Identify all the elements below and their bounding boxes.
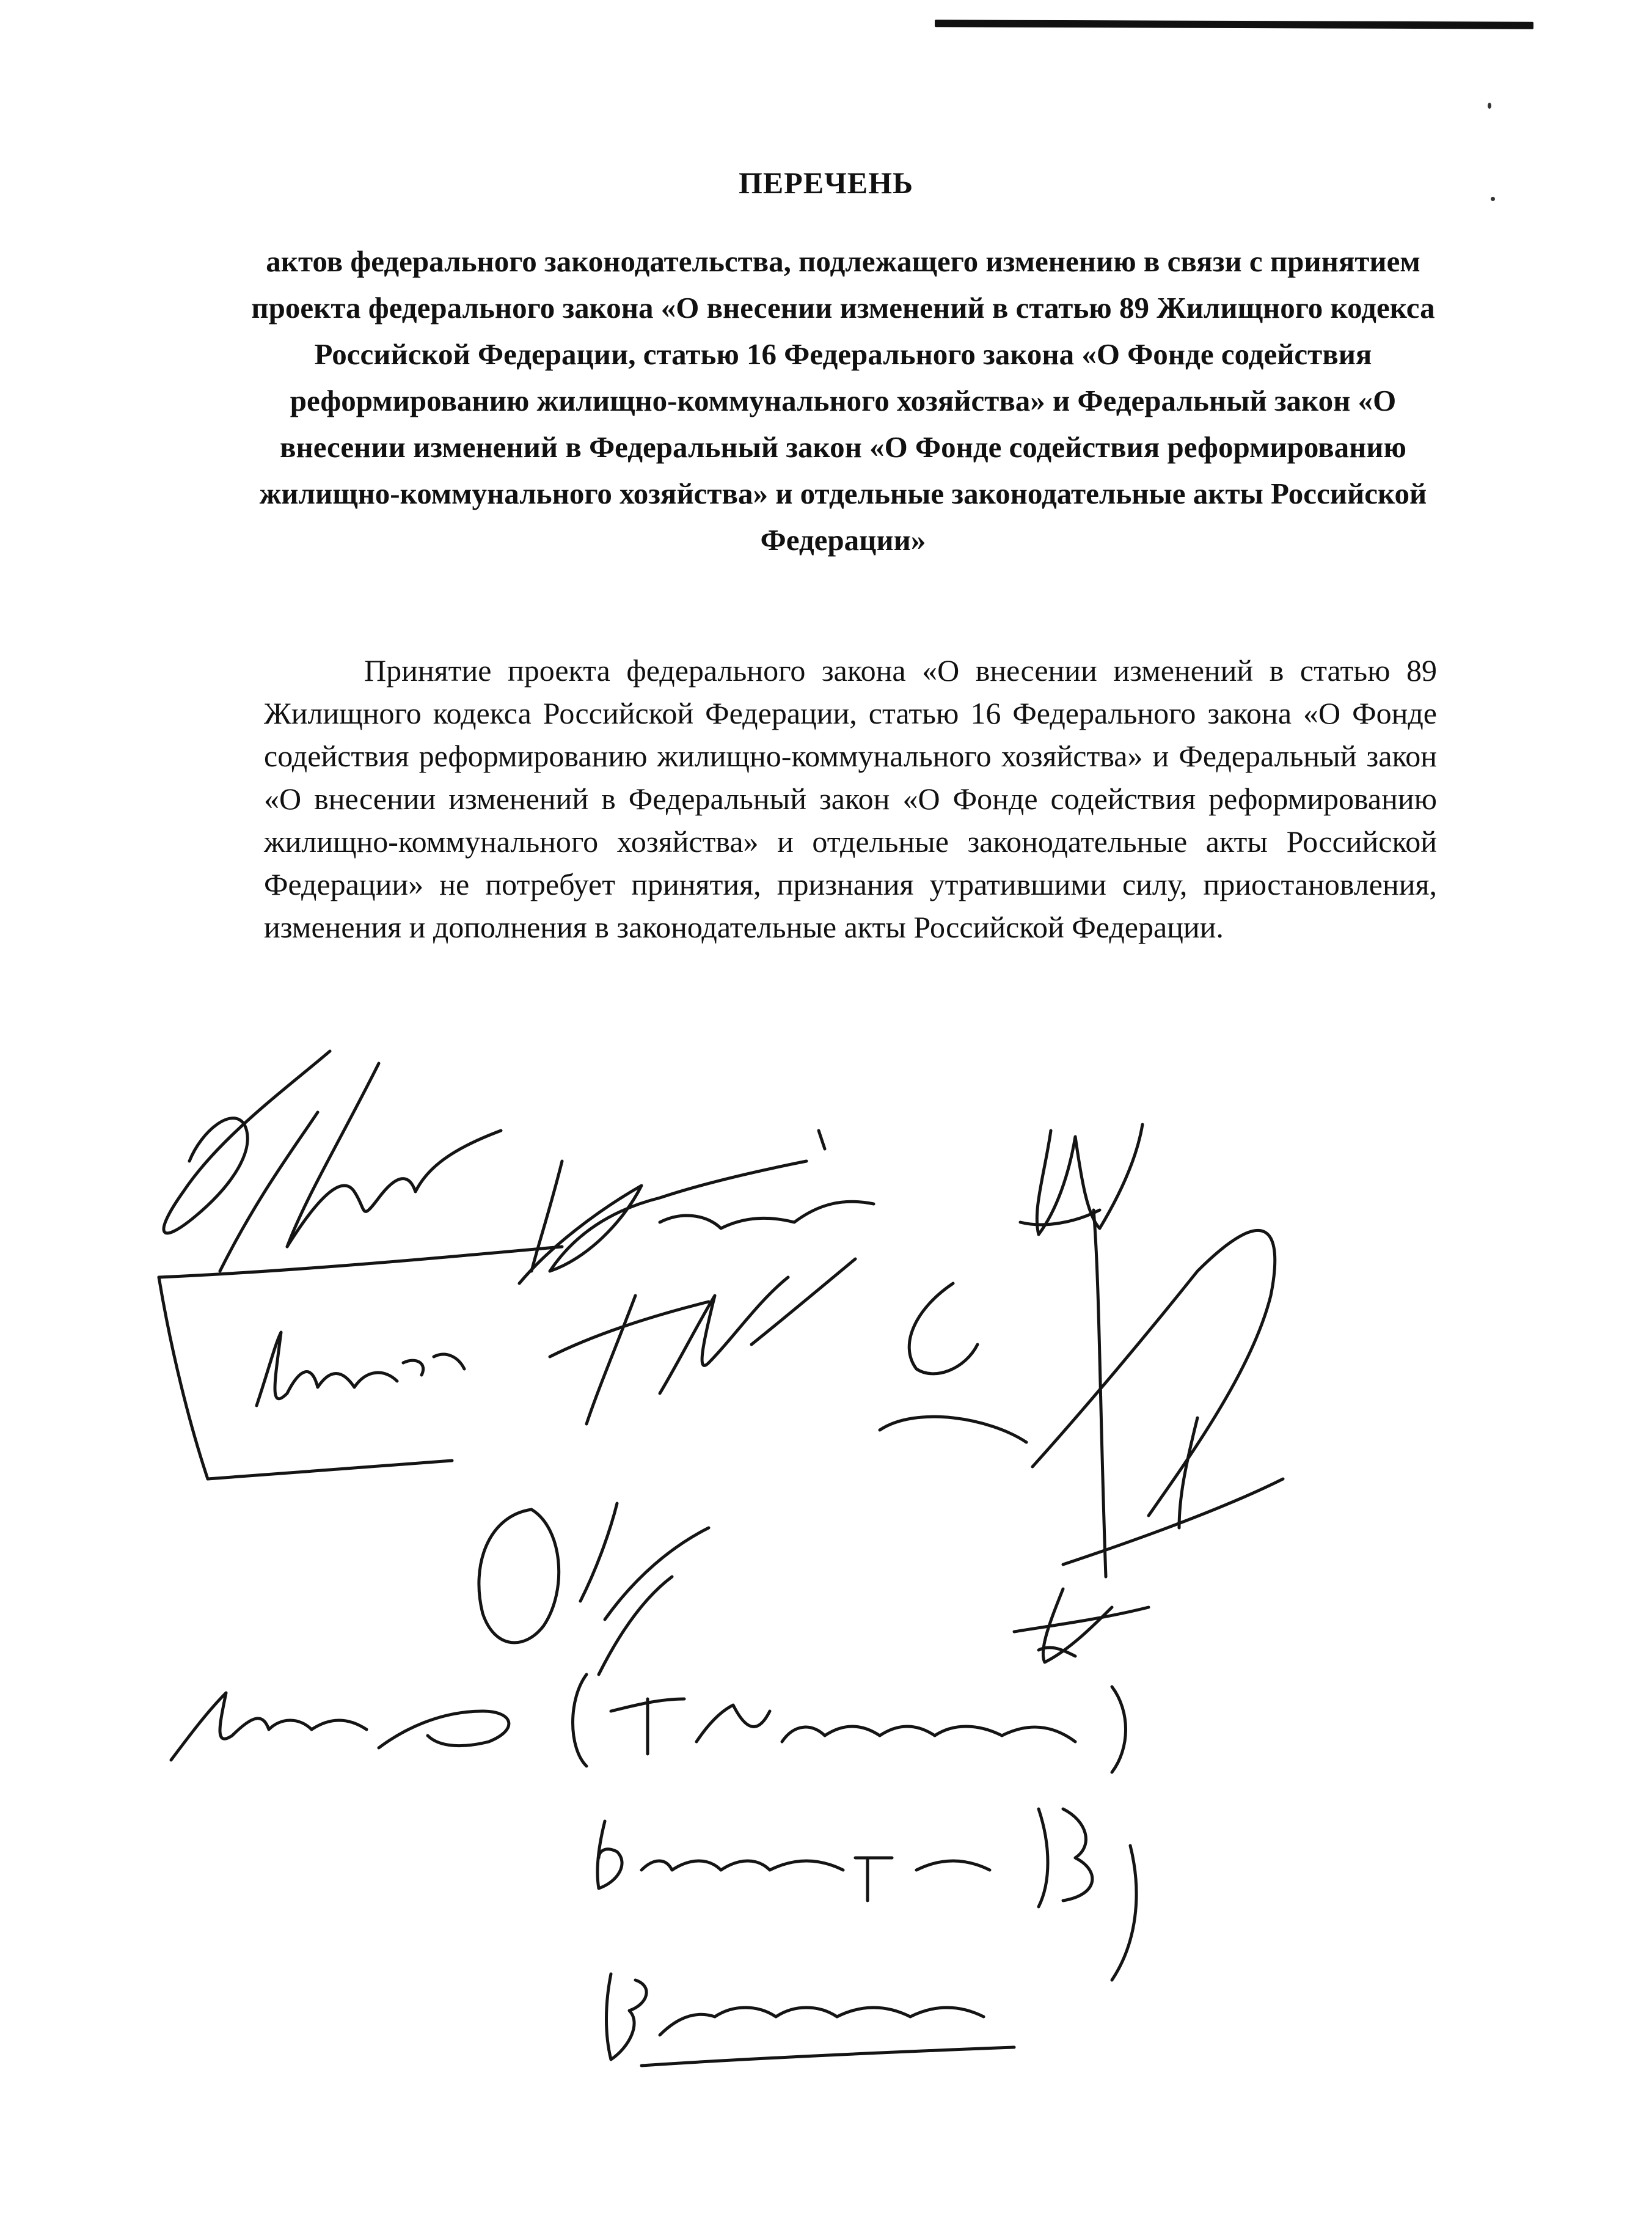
signature-8 [1014,1589,1149,1662]
document-body: Принятие проекта федерального закона «О внесении изменений в статью 89 Жилищного кодекса Российской Федерации, статью 16 Федерального закона «О Фонде содействия реформированию жилищно-коммунального хозяйства» и Федеральный закон «О внесении изменений в Федеральный закон «О Фонде содействия реформированию жилищно-коммунального хозяйства» и отдельные законодательные акты Российской Федерации» не потребует принятия, признания утратившими силу, приостановления, изменения и дополнения в законодательные акты Российской Федерации. [264,653,1437,944]
signature-3 [519,1131,874,1283]
signature-6 [880,1230,1283,1564]
signature-5 [1020,1124,1142,1577]
signature-11 [607,1974,1015,2066]
signature-4 [550,1259,855,1424]
document-title: ПЕРЕЧЕНЬ [738,166,914,200]
signature-9 [171,1674,1126,1772]
signature-7 [479,1503,709,1674]
scan-artifact-line [935,20,1533,29]
signature-2 [159,1247,562,1479]
document-subtitle: актов федерального законодательства, подлежащего изменению в связи с принятием проекта федерального закона «О внесении изменений в статью 89 Жилищного кодекса Российской Федерации, статью 16 Федерального закона «О Фонде содействия реформированию жилищно-коммунального хозяйства» и Федеральный закон «О внесении изменений в Федеральный закон «О Фонде содействия реформированию жилищно-коммунального хозяйства» и отдельные законодательные акты Российской Федерации» [251,244,1435,557]
scan-artifact-dot [1488,103,1491,109]
signature-1 [164,1051,501,1271]
signature-10 [598,1809,1136,1980]
